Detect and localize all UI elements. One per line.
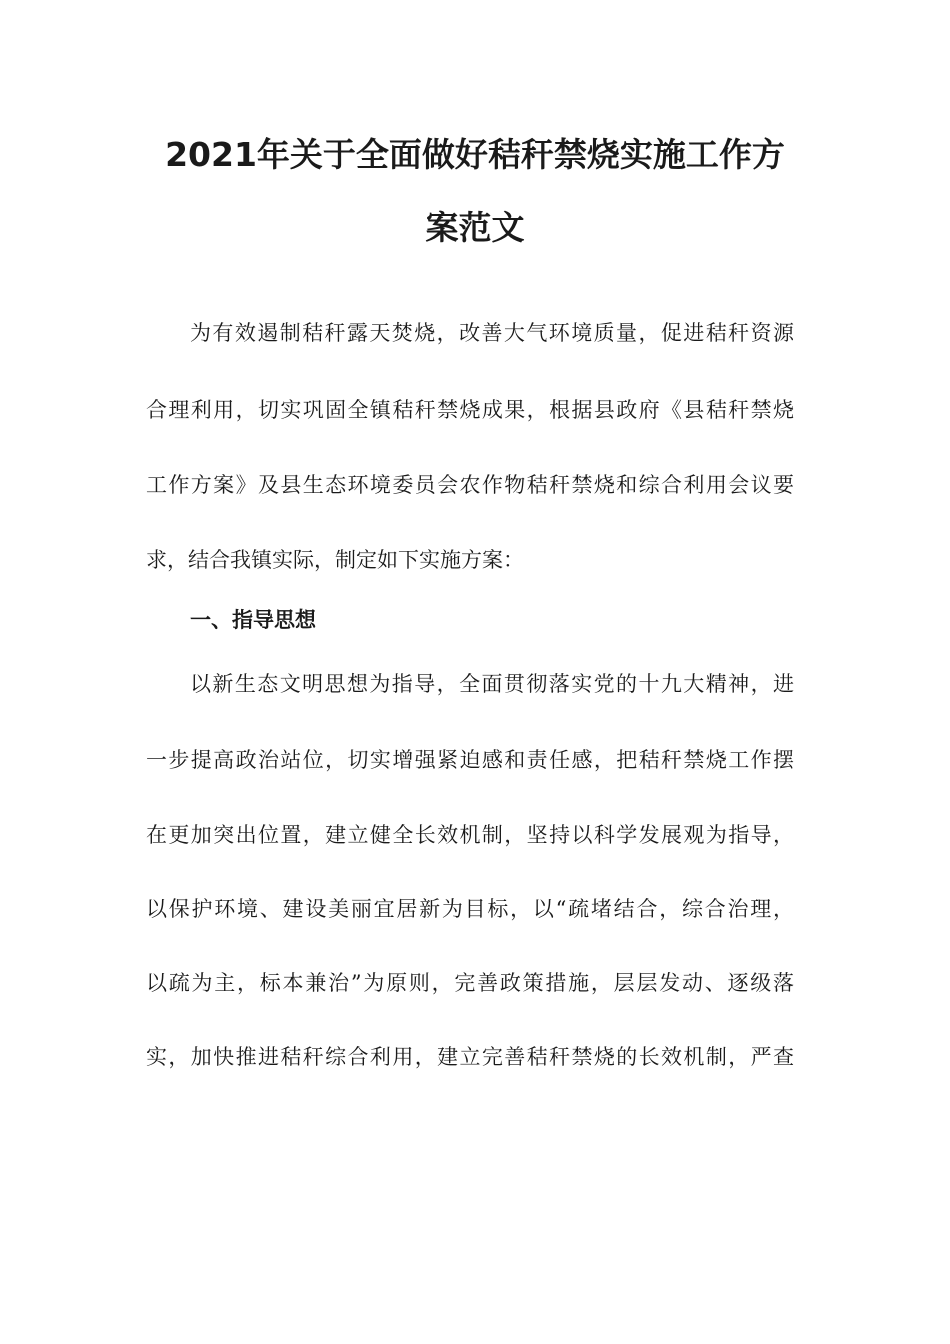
document-title-line-1: 2021年关于全面做好秸秆禁烧实施工作方 [165,135,785,174]
paragraph-2-line-3: 在更加突出位置，建立健全长效机制，坚持以科学发展观为指导， [146,823,794,847]
section-1-heading: 一、指导思想 [190,608,316,632]
paragraph-2-line-2: 一步提高政治站位，切实增强紧迫感和责任感，把秸秆禁烧工作摆 [146,748,794,772]
paragraph-1-line-4: 求，结合我镇实际，制定如下实施方案： [146,548,524,572]
paragraph-2-line-6: 实，加快推进秸秆综合利用，建立完善秸秆禁烧的长效机制，严查 [146,1045,794,1069]
paragraph-1-line-3: 工作方案》及县生态环境委员会农作物秸秆禁烧和综合利用会议要 [146,473,794,497]
paragraph-2-line-4: 以保护环境、建设美丽宜居新为目标，以“疏堵结合，综合治理， [146,897,794,921]
paragraph-1-line-2: 合理利用，切实巩固全镇秸秆禁烧成果，根据县政府《县秸秆禁烧 [146,398,794,422]
paragraph-1-line-1: 为有效遏制秸秆露天焚烧，改善大气环境质量，促进秸秆资源 [190,321,794,345]
document-title-line-2: 案范文 [425,208,525,247]
paragraph-2-line-5: 以疏为主，标本兼治”为原则，完善政策措施，层层发动、逐级落 [146,971,794,995]
paragraph-2-line-1: 以新生态文明思想为指导，全面贯彻落实党的十九大精神，进 [190,672,794,696]
